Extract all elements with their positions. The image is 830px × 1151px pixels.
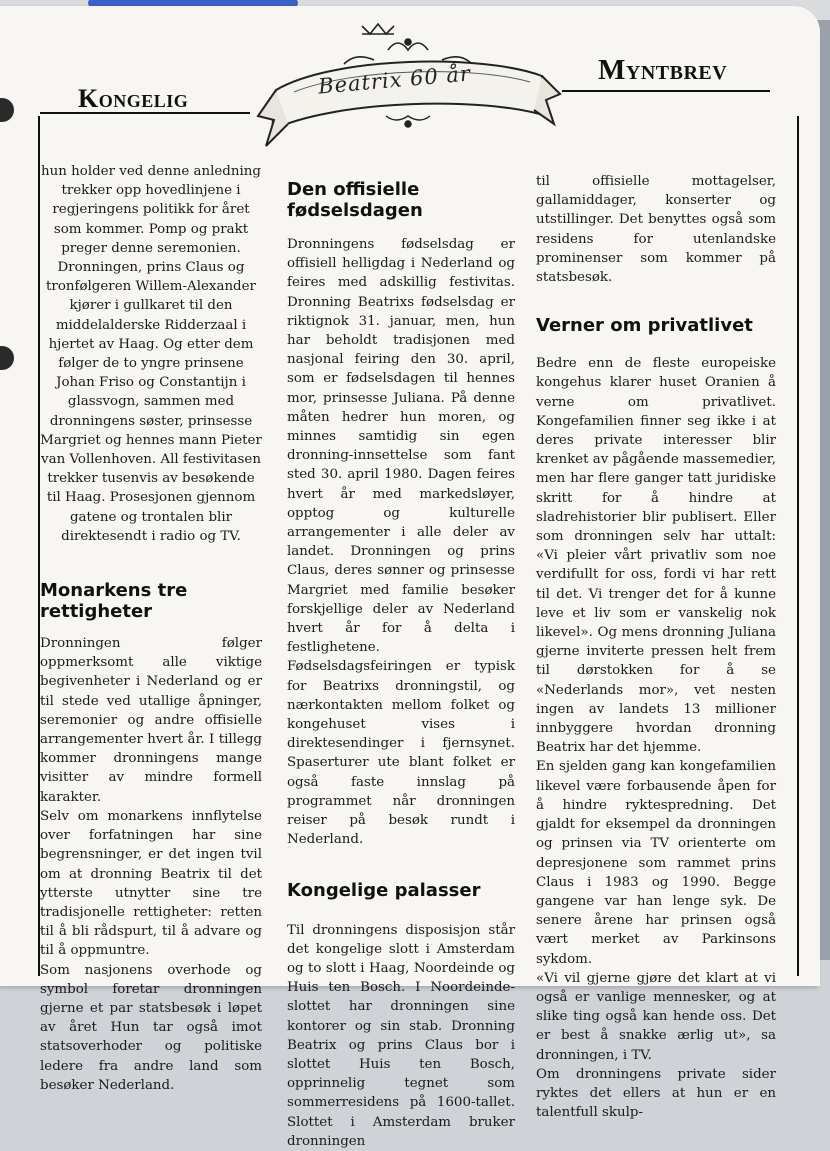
column1-intro: hun holder ved denne anledning trekker opp hovedlinjene i regjeringens politikk for året som kommer. Pomp og prakt preger denne seremonien. Dronningen, prins Claus og tronfølgeren Willem-Alexander kjører i gullkaret til den middelalderske Ridderzaal i hjertet av Haag. Og etter dem følger de to yngre prinsene Johan Friso og Constantijn i glassvogn, sammen med dronningens søster, prinsesse Margriet og hennes mann Pieter van Vollenhoven. All festivitasen trekker tusenvis av besøkende til Haag. Prosesjonen gjennom gatene og trontalen blir direktesendt i radio og TV. <box>40 164 262 544</box>
heading-privatlivet: Verner om privatlivet <box>536 315 753 337</box>
column-2 <box>287 162 515 1151</box>
scroll-ornament-icon <box>386 116 430 127</box>
header-rule-right <box>562 90 770 92</box>
column-3 <box>536 172 776 1122</box>
column3-paragraph-2: En sjelden gang kan kongefamilien likevel være forbausende åpen for å hindre ryktespredning. Det gjaldt for eksempel da dronningen og prinsen via TV orienterte om depresjonene som rammet prins Claus i 1983 og 1990. Begge gangene var han lenge syk. De senere årene har prinsen også vært merket av Parkinsons sykdom. <box>536 759 776 967</box>
column3-paragraph-4: Om dronningens private sider ryktes det ellers at hun er en talentfull skulp- <box>536 1066 776 1121</box>
column2-paragraph-1: Dronningens fødselsdag er offisiell helligdag i Nederland og feires med adskillig festivitas. Dronning Beatrixs fødselsdag er riktignok 31. januar, men, hun har beholdt tradisjonen med nasjonal feiring den 30. april, som er fødselsdagen til hennes mor, prinsesse Juliana. På denne måten hedrer hun moren, og minnes samtidig sin egen dronning-innsettelse som fant sted 30. april 1980. Dagen feires hvert år med markedsløyer, opptog og kulturelle arrangementer i alle deler av landet. Dronningen og prins Claus, deres sønner og prinsesse Margriet med familie besøker forskjellige deler av Nederland hvert år for å delta i festlighetene. <box>287 237 515 656</box>
column-1 <box>40 162 262 1095</box>
column2-paragraph-3: Til dronningens disposisjon står det kongelige slott i Amsterdam og to slott i Haag, Noordeinde og Huis ten Bosch. I Noordeinde-slottet har dronningen sine kontorer og sin stab. Dronning Beatrix og prins Claus bor i slottet Huis ten Bosch, opprinnelig tegnet som sommerresidens på 1600-tallet. Slottet i Amsterdam bruker dronningen <box>287 922 515 1149</box>
column1-paragraph-1: Dronningen følger oppmerksomt alle viktige begivenheter i Nederland og er til stede ved utallige åpninger, seremonier og andre offisielle arrangementer hvert år. I tillegg kommer dronningens mange visitter av mindre formell karakter. <box>40 636 262 805</box>
banner-text: Beatrix 60 år <box>317 61 472 99</box>
column2-paragraph-2: Fødselsdagsfeiringen er typisk for Beatrixs dronningstil, og nærkontakten mellom folket og kongehuset vises i direktesendinger i fjernsynet. Spaserturer ute blant folket er også faste innslag på programmet når dronningen reiser på besøk rundt i Nederland. <box>287 659 515 848</box>
heading-monarkens: Monarkens tre rettigheter <box>40 580 188 623</box>
column3-intro: til offisielle mottagelser, gallamiddager, konserter og utstillinger. Det benyttes også som residens for utenlandske prominenser som kommer på statsbesøk. <box>536 174 776 286</box>
column1-paragraph-3: Som nasjonens overhode og symbol foretar dronningen gjerne et par statsbesøk i løpet av året Hun tar også imot statsoverhoder og politiske ledere fra andre land som besøker Nederland. <box>40 962 262 1093</box>
heading-palasser: Kongelige palasser <box>287 879 481 901</box>
binder-hole <box>0 98 14 122</box>
heading-fodselsdagen: Den offisielle fødselsdagen <box>287 179 423 221</box>
column1-paragraph-2: Selv om monarkens innflytelse over forfatningen har sine begrensninger, er det ingen tvil om at dronning Beatrix til det ytterste utnytter sine tre tradisjonelle rettigheter: retten til å bli rådspurt, til å advare og til å oppmuntre. <box>40 808 262 959</box>
header-left-title: Kongelig <box>78 84 189 113</box>
column3-paragraph-3: «Vi vil gjerne gjøre det klart at vi også er vanlige mennesker, og at slike ting også kan hende oss. Det er best å snakke ærlig ut», sa dronningen, i TV. <box>536 970 776 1063</box>
header-right-title: Myntbrev <box>598 54 728 86</box>
crown-ornament-icon <box>344 24 472 64</box>
column3-paragraph-1: Bedre enn de fleste europeiske kongehus klarer huset Oranien å verne om privatlivet. Kongefamilien finner seg ikke i at deres private interesser blir krenket av pågående massemedier, men har flere ganger tatt juridiske skritt for å hindre at sladrehistorier blir publisert. Eller som dronningen selv har uttalt: «Vi pleier vårt privatliv som noe verdifullt for oss, fordi vi har rett til det. Vi trenger det for å kunne leve et liv som er vanskelig nok likevel». Og mens dronning Juliana gjerne inviterte pressen helt frem til dørstokken for å se «Nederlands mor», vet nesten ingen av landets 13 millioner innbyggere hvordan dronning Beatrix har det hjemme. <box>536 356 776 756</box>
binder-hole <box>0 346 14 370</box>
